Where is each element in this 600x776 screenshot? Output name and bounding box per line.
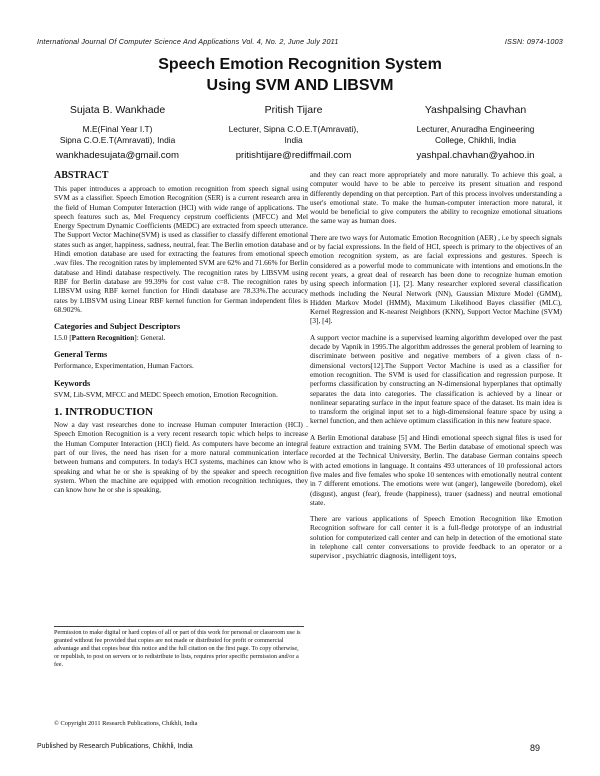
footnote-rule [54,626,304,627]
category-rest: ]: General. [134,333,166,343]
category-code: I.5.0 [ [54,333,72,343]
author-email: wankhadesujata@gmail.com [56,150,179,161]
affiliation-line: Sipna C.O.E.T(Amravati), India [59,135,176,145]
copyright-notice: © Copyright 2011 Research Publications, Chikhli, India [54,720,198,727]
affiliation-line: Lecturer, Anuradha Engineering [416,124,535,134]
keywords-text: SVM, Lib-SVM, MFCC and MEDC Speech emotion, Emotion Recognition. [54,389,278,399]
affiliation-line: Lecturer, Sipna C.O.E.T(Amravati), [228,124,359,134]
title-line-2: Using SVM AND LIBSVM [206,77,394,94]
author-email: pritishtijare@rediffmail.com [235,150,352,161]
author-2 [204,104,383,162]
permission-footnote [54,626,304,669]
author-name: Yashpalsing Chavhan [424,104,527,116]
keywords-heading: Keywords [54,378,91,388]
running-header [37,37,563,46]
page-number: 89 [529,743,540,753]
abstract-text: This paper introduces a approach to emotion recognition from speech signal using SVM as a classifier. Speech Emotion Recognition (SER) is a current research area in the field of Human Computer Interaction (HCI) with wide range of applications. The speech features such as, Mel Frequency cepstrum coefficients (MFCC) and Mel Energy Spectrum Dynamic Coefficients (MEDC) are extracted from speech utterance. The Support Vector Machine(SVM) is used as classifier to classify different emotional states such as anger, happiness, sadness, neutral, fear. The Berlin emotion database and Hindi emotion database are used for extracting the features from emotional speech .wav files. The recognition rates by implemented SVM are 62% and 71.66% for Berlin database and Hindi database respectively. The recognition rates by LIBSVM using RBF for Berlin database are 99.39% for cost value c=8. The recognition rates by LIBSVM using RBF kernel function for Hindi database are 78.33%.The accuracy rates by LIBSVM using Linear RBF kernel function for German independent files is 68.902%. [54,184,308,314]
categories-text [54,333,308,342]
author-affiliation [43,124,192,146]
right-column [310,170,562,568]
publisher-line: Published by Research Publications, Chikhli, India [37,743,193,750]
introduction-text: Now a day vast researches done to increase Human computer Interaction (HCI) . Speech Emotion Recognition is a very recent research topic which helps to increase the Human Computer Interaction (HCI) field. As computers have become an integral part of our lives, the need has risen for a more natural communication interface between humans and computers. In today's HCI systems, machines can know who is speaking and what he or she is speaking of by the speaker and speech recognition system. When the machine are equipped with emotion recognition techniques, they can know how he or she is speaking, [54,420,308,495]
category-name: Pattern Recognition [71,333,135,343]
author-email: yashpal.chavhan@yahoo.in [416,150,535,161]
paragraph: There are two ways for Automatic Emotion Recognition (AER) , i.e by speech signals or by facial expressions. In the field of HCI, speech is primary to the objectives of an emotion recognition system, as are facial expressions and gestures. Speech is considered as a powerful mode to communicate with intentions and emotions.In the recent years, a great deal of research has been done to recognize human emotion using speech information [1], [2]. Many researcher explored several classification methods including the Neural Network (NN), Gaussian Mixture Model (GMM), Hidden Markov Model (HMM), Maximum Likelihood Bayes classifier (MLC), Kernel Regression and K-nearest Neighbors (KNN), Support Vector Machine (SVM) [3], [4]. [310,232,562,326]
author-affiliation [204,124,383,146]
left-column [54,170,308,501]
general-terms-text: Performance, Experimentation, Human Factors. [54,361,194,371]
paragraph: and they can react more appropriately and more naturally. To achieve this goal, a computer would have to be able to perceive its present situation and respond differently depending on that perception. Part of this process involves understanding a user's emotional state. To make the human-computer interaction more natural, it would be beneficial to give computers the ability to recognize emotional situations the same way as human does. [310,170,562,226]
paper-title [0,54,600,96]
author-block [40,104,560,162]
general-terms-heading: General Terms [54,350,108,360]
author-1 [43,104,192,162]
affiliation-line: M.E(Final Year I.T) [82,124,153,134]
author-name: Pritish Tijare [264,104,323,116]
paragraph: There are various applications of Speech Emotion Recognition like Emotion Recognition software for call center it is a full-fledge prototype of an industrial solution for computerized call center and can help in detection of the emotional state in telephone call center conversations to provide feedback to an operator or a supervisor , psychiatric diagnosis, intelligent toys, [310,514,562,561]
footnote-text: Permission to make digital or hard copies of all or part of this work for personal or classroom use is granted without fee provided that copies are not made or distributed for profit or commercial advantage and that copies bear this notice and the full citation on the first page. To copy otherwise, or republish, to post on servers or to redistribute to lists, requires prior specific permission and/or a fee. [54,629,301,668]
introduction-heading: 1. INTRODUCTION [54,406,154,419]
issn: ISSN: 0974-1003 [504,37,563,46]
author-3 [391,104,560,162]
title-line-1: Speech Emotion Recognition System [158,56,442,73]
author-affiliation [391,124,560,146]
paragraph: A support vector machine is a supervised learning algorithm developed over the past decade by Vapnik in 1995.The algorithm addresses the general problem of learning to discriminate between positive and negative members of a given class of n-dimensional vectors[12].The Support Vector Machine is used as a classifier for emotion recognition. The SVM is used for classification and regression purpose. It performs classification by constructing an N-dimensional hyperplanes that optimally separates the data into categories. The classification is achieved by a linear or nonlinear separating surface in the input feature space of the dataset. Its main idea is to transform the original input set to a high-dimensional feature space by using a kernel function, and then achieve optimum classification in this new feature space. [310,332,562,426]
page-footer [37,743,540,753]
abstract-heading: ABSTRACT [54,170,109,181]
categories-heading: Categories and Subject Descriptors [54,322,181,332]
journal-name: International Journal Of Computer Science And Applications Vol. 4, No. 2, June July 2011 [37,37,339,46]
affiliation-line: India [284,135,303,145]
paragraph: A Berlin Emotional database [5] and Hindi emotional speech signal files is used for feature extraction and training SVM. The Berlin database of emotional speech was recorded at the Technical University, Berlin. The database German contains speech with acted emotions in language. It contains 493 utterances of 10 professional actors five males and five females who spoke 10 sentences with emotionally neutral content in 7 different emotions. The emotions were wut (anger), langeweile (boredom), ekel (disgust), angust (fear), freude (happiness), trauer (sadness) and neutral emotional state. [310,432,562,507]
author-name: Sujata B. Wankhade [69,104,166,116]
affiliation-line: College, Chikhli, India [435,135,517,145]
